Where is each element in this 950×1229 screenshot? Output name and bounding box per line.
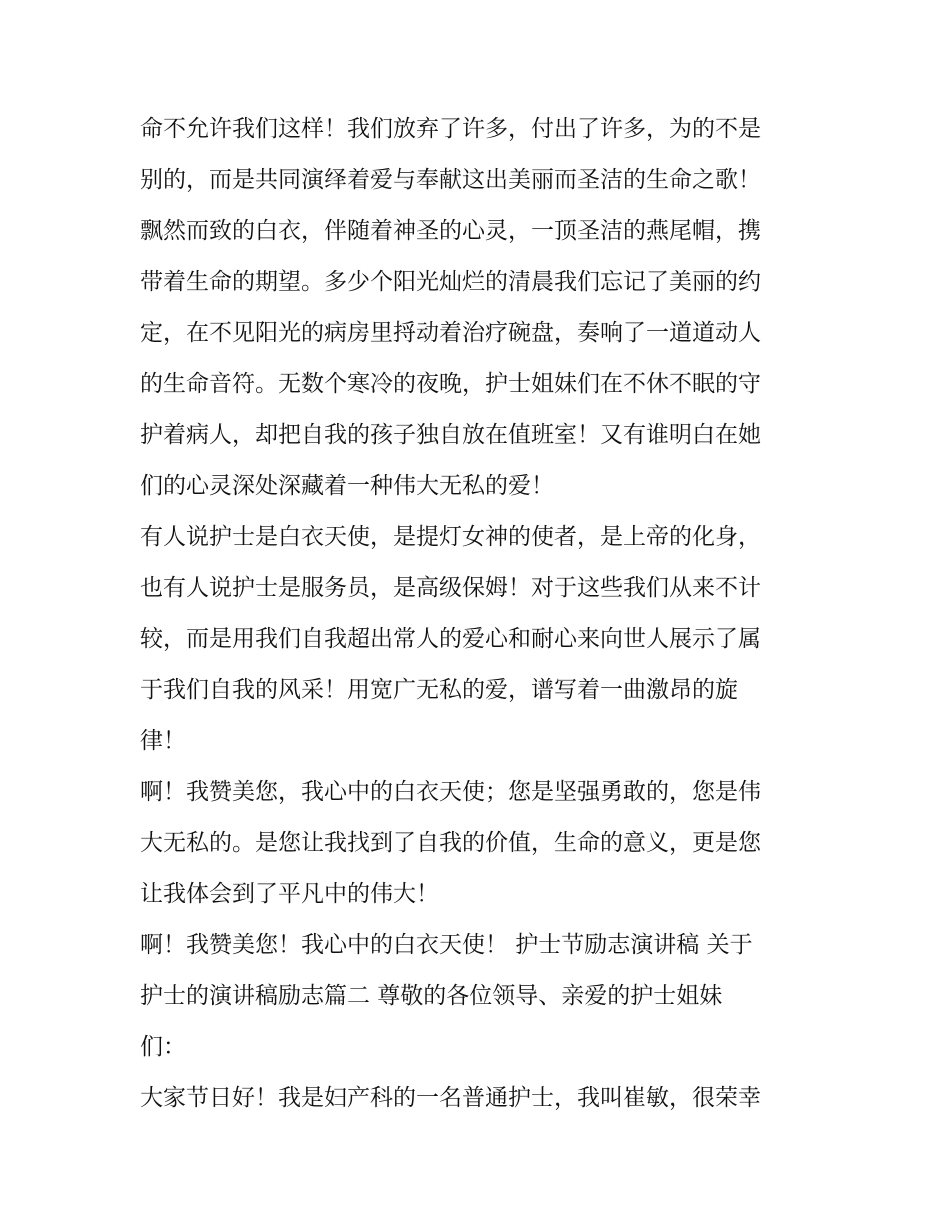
text-line: 们： — [140, 1034, 186, 1060]
text-line: 较，而是用我们自我超出常人的爱心和耐心来向世人展示了属 — [140, 626, 761, 652]
text-line: 命不允许我们这样！我们放弃了许多，付出了许多，为的不是 — [140, 116, 761, 142]
text-line: 带着生命的期望。多少个阳光灿烂的清晨我们忘记了美丽的约 — [140, 269, 761, 295]
text-line: 于我们自我的风采！用宽广无私的爱，谱写着一曲激昂的旋 — [140, 677, 738, 703]
text-line: 啊！我赞美您！我心中的白衣天使！ 护士节励志演讲稿 关于 — [140, 932, 753, 958]
text-line: 大家节日好！我是妇产科的一名普通护士，我叫崔敏，很荣幸 — [140, 1085, 761, 1111]
text-line: 也有人说护士是服务员，是高级保姆！对于这些我们从来不计 — [140, 575, 761, 601]
text-line: 们的心灵深处深藏着一种伟大无私的爱！ — [140, 473, 554, 499]
text-line: 的生命音符。无数个寒冷的夜晚，护士姐妹们在不休不眠的守 — [140, 371, 761, 397]
text-line: 护着病人，却把自我的孩子独自放在值班室！又有谁明白在她 — [140, 422, 761, 448]
text-line: 有人说护士是白衣天使，是提灯女神的使者，是上帝的化身， — [140, 524, 761, 550]
document-body — [140, 104, 840, 1124]
text-line: 啊！我赞美您，我心中的白衣天使；您是坚强勇敢的，您是伟 — [140, 779, 761, 805]
text-line: 让我体会到了平凡中的伟大！ — [140, 881, 439, 907]
text-line: 定，在不见阳光的病房里捋动着治疗碗盘，奏响了一道道动人 — [140, 320, 761, 346]
text-line: 律！ — [140, 728, 186, 754]
text-line: 别的，而是共同演绎着爱与奉献这出美丽而圣洁的生命之歌！ — [140, 167, 761, 193]
text-line: 飘然而致的白衣，伴随着神圣的心灵，一顶圣洁的燕尾帽，携 — [140, 218, 761, 244]
text-line: 大无私的。是您让我找到了自我的价值，生命的意义，更是您 — [140, 830, 761, 856]
text-line: 护士的演讲稿励志篇二 尊敬的各位领导、亲爱的护士姐妹 — [140, 983, 723, 1009]
